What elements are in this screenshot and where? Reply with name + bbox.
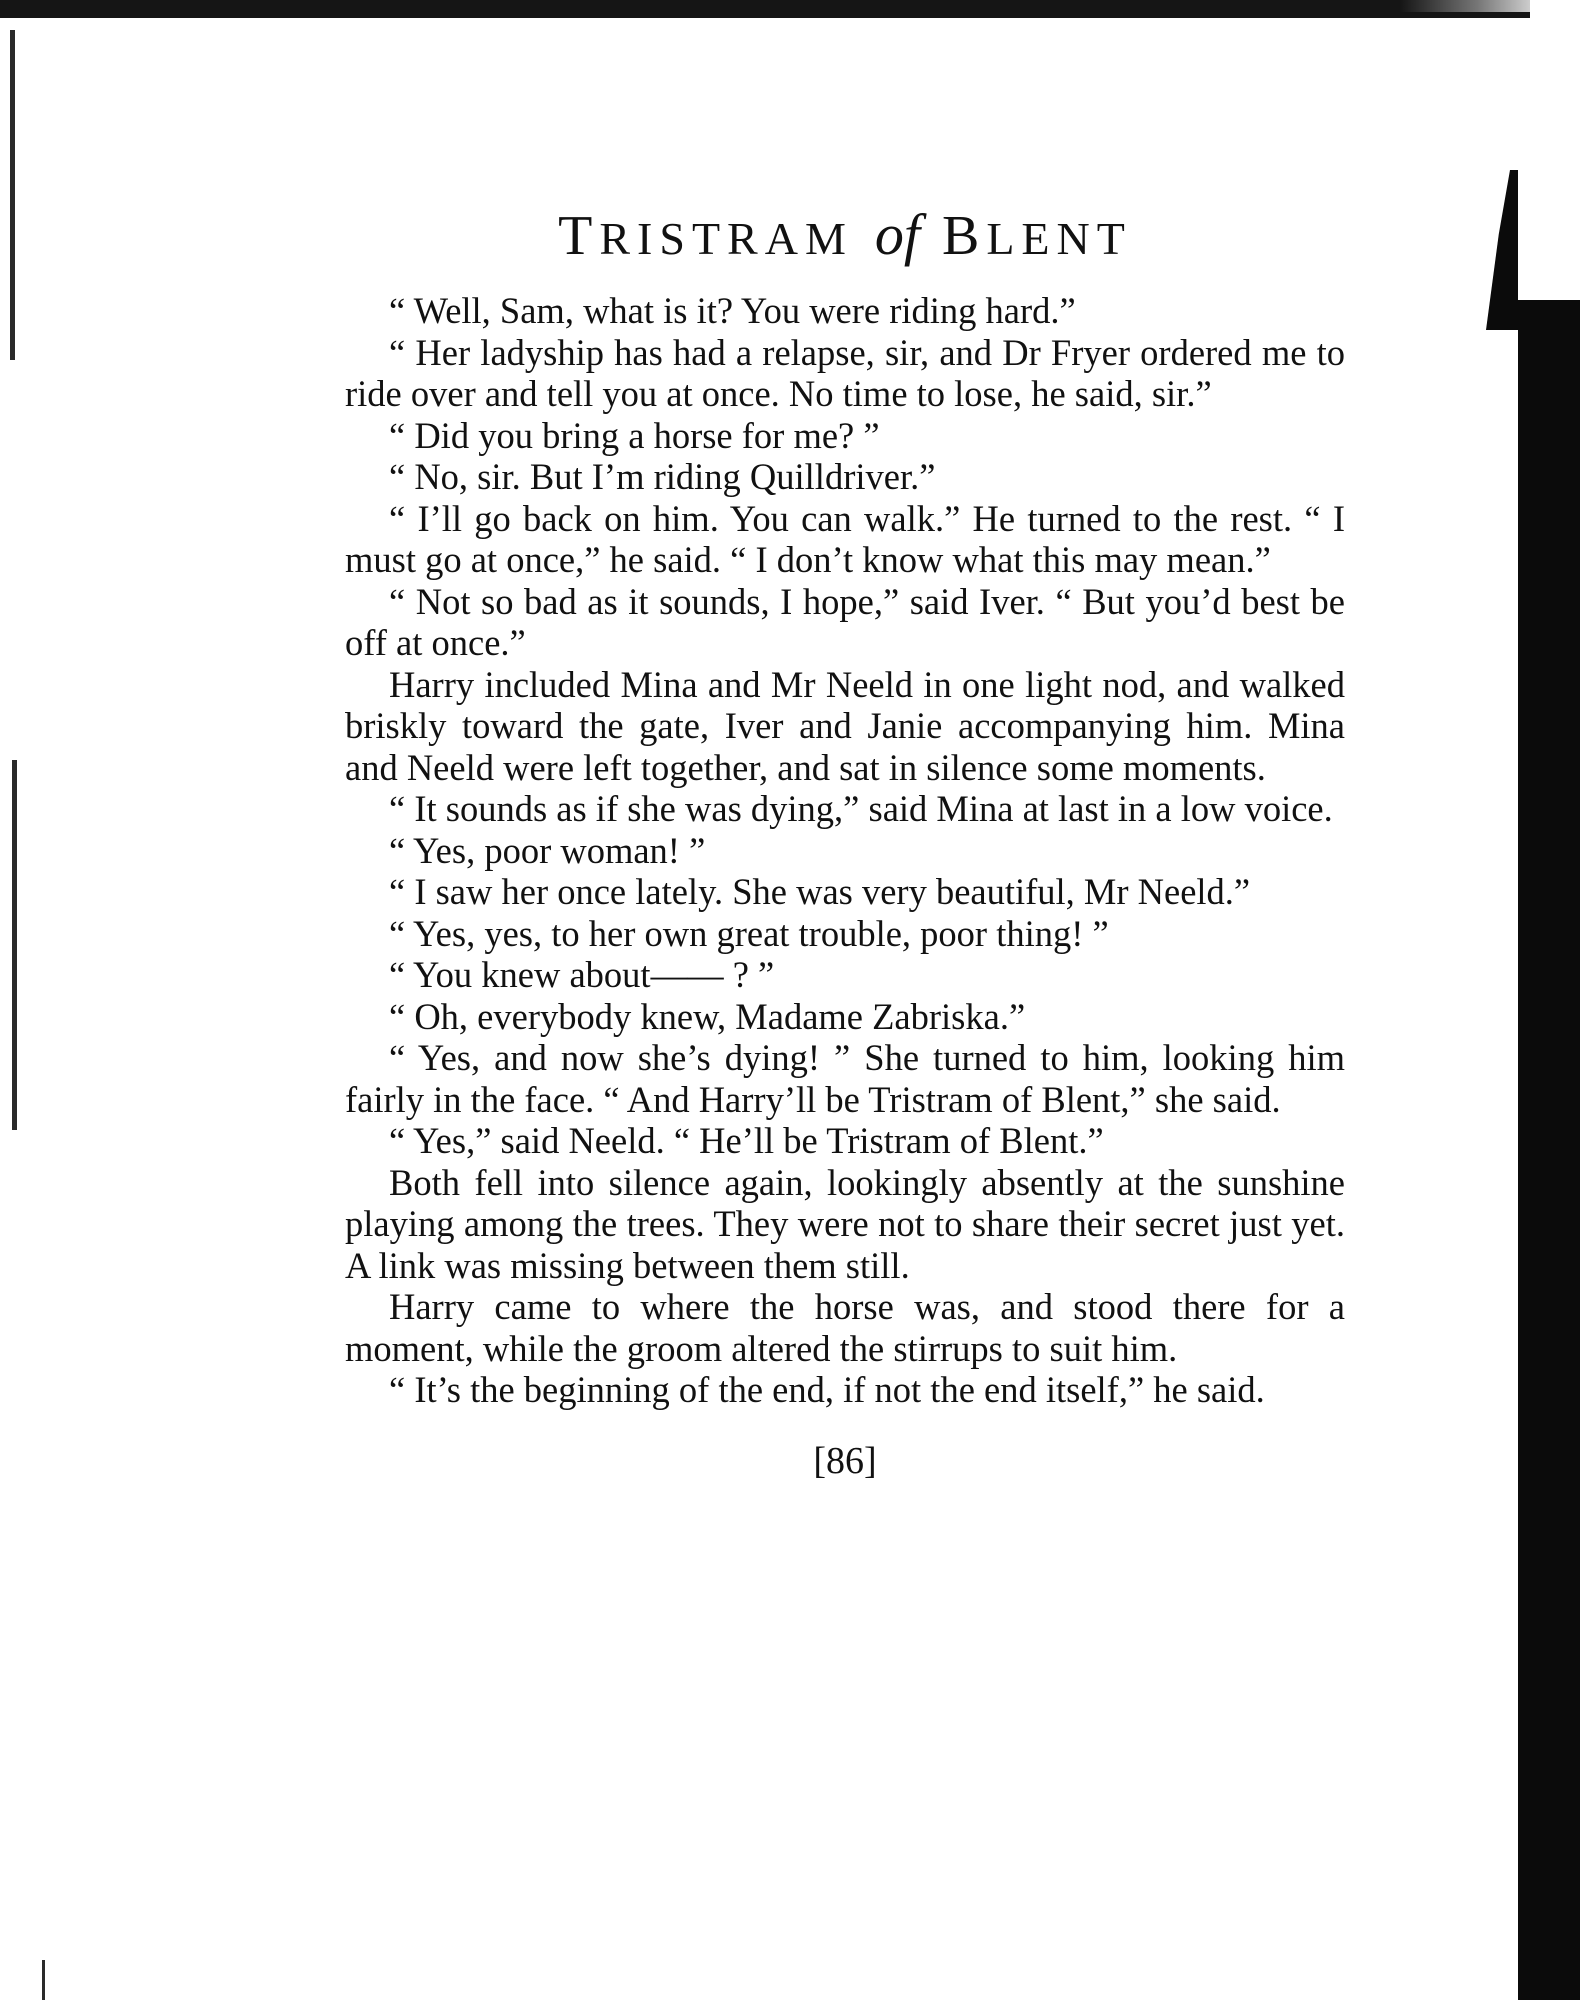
scan-left-mark — [10, 30, 15, 360]
scan-left-mark — [42, 1960, 45, 2000]
scan-left-mark — [12, 760, 17, 1130]
running-head-word-1: RISTRAM — [599, 213, 853, 264]
book-page — [345, 200, 1345, 1483]
paragraph: “ Well, Sam, what is it? You were riding hard.” — [389, 290, 1076, 331]
paragraph: “ I’ll go back on him. You can walk.” He turned to the rest. “ I must go at once,” he said. “ I don’t know what this may mean.” — [345, 497, 1345, 580]
body-text — [345, 290, 1345, 1411]
scan-right-edge-bar — [1518, 300, 1580, 2000]
paragraph: “ Oh, everybody knew, Madame Zabriska.” — [389, 995, 1026, 1037]
paragraph: “ No, sir. But I’m riding Quilldriver.” — [389, 456, 936, 497]
paragraph: “ Yes,” said Neeld. “ He’ll be Tristram of Blent.” — [389, 1120, 1104, 1161]
paragraph: “ You knew about—— ? ” — [389, 954, 775, 995]
running-head-connector: of — [874, 202, 920, 267]
page-number: [86] — [813, 1439, 877, 1482]
running-head — [345, 200, 1345, 274]
paragraph: Harry came to where the horse was, and stood there for a moment, while the groom altered the stirrups to suit him. — [345, 1286, 1345, 1369]
scan-right-edge-cap — [1486, 170, 1518, 330]
paragraph: “ It’s the beginning of the end, if not the end itself,” he said. — [389, 1369, 1265, 1410]
running-head-word-2: LENT — [986, 213, 1132, 264]
paragraph: “ Did you bring a horse for me? ” — [389, 414, 880, 456]
running-head-cap-1: T — [558, 205, 600, 267]
paragraph: Harry included Mina and Mr Neeld in one light nod, and walked briskly toward the gate, Iver and Janie accompanying him. Mina and Neeld were left together, and sat in silence some moments. — [345, 663, 1345, 788]
scan-top-rule — [0, 0, 1530, 18]
paragraph: “ Yes, yes, to her own great trouble, poor thing! ” — [389, 912, 1109, 954]
paragraph: “ Yes, and now she’s dying! ” She turned to him, looking him fairly in the face. “ And Harry’ll be Tristram of Blent,” she said. — [345, 1037, 1345, 1120]
paragraph: Both fell into silence again, lookingly absently at the sunshine playing among the trees. They were not to share their secret just yet. A link was missing between them still. — [345, 1161, 1345, 1286]
paragraph: “ Her ladyship has had a relapse, sir, and Dr Fryer ordered me to ride over and tell you at once. No time to lose, he said, sir.” — [345, 331, 1345, 414]
running-head-cap-2: B — [941, 205, 987, 267]
paragraph: “ It sounds as if she was dying,” said Mina at last in a low voice. — [389, 788, 1333, 829]
paragraph: “ I saw her once lately. She was very beautiful, Mr Neeld.” — [389, 871, 1251, 912]
scan-top-rule-fade — [1400, 0, 1530, 12]
paragraph: “ Not so bad as it sounds, I hope,” said Iver. “ But you’d best be off at once.” — [345, 580, 1345, 663]
paragraph: “ Yes, poor woman! ” — [389, 829, 706, 871]
